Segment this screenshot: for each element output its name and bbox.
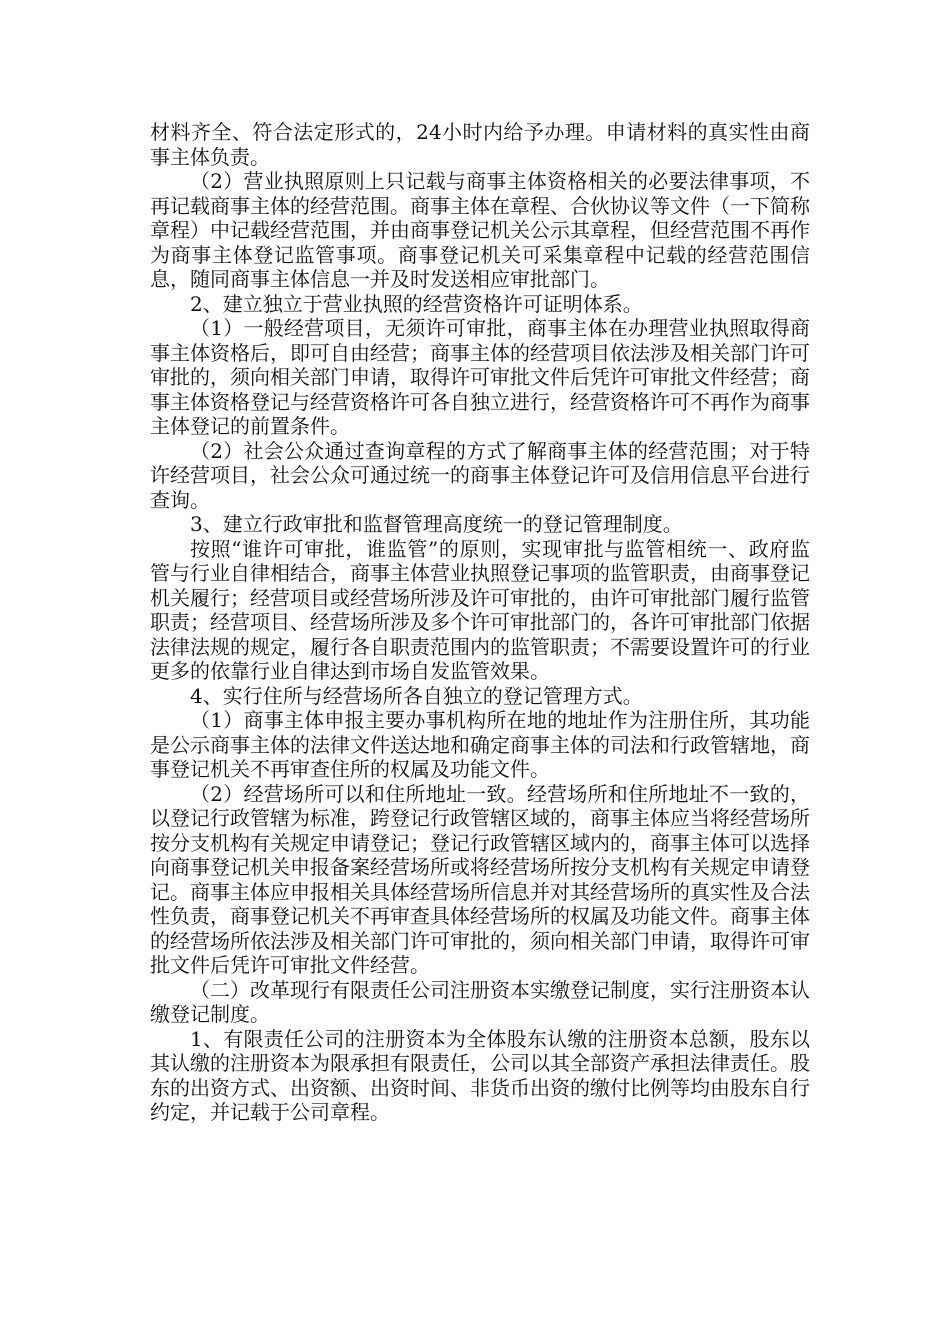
section-heading-3: 3、建立行政审批和监督管理高度统一的登记管理制度。 bbox=[190, 512, 683, 536]
paragraph-9: （1）商事主体申报主要办事机构所在地的地址作为注册住所，其功能是公示商事主体的法律文件送达地和确定商事主体的司法和行政管辖地，商事登记机关不再审查住所的权属及功能文件。 bbox=[150, 708, 810, 781]
paragraph-7: 按照“谁许可审批，谁监管”的原则，实现审批与监管相统一、政府监管与行业自律相结合，商事主体营业执照登记事项的监管职责，由商事登记机关履行；经营项目或经营场所涉及许可审批的，由许可审批部门履行监管职责；经营项目、经营场所涉及多个许可审批部门的，各许可审批部门依据法律法规的规定，履行各自职责范围内的监管职责；不需要设置许可的行业更多的依靠行业自律达到市场自发监管效果。 bbox=[150, 536, 810, 683]
paragraph-1: 材料齐全、符合法定形式的，24小时内给予办理。申请材料的真实性由商事主体负责。 bbox=[150, 120, 810, 169]
paragraph-12: 1、有限责任公司的注册资本为全体股东认缴的注册资本总额，股东以其认缴的注册资本为限承担有限责任，公司以其全部资产承担法律责任。股东的出资方式、出资额、出资时间、非货币出资的缴付比例等均由股东自行约定，并记载于公司章程。 bbox=[150, 1026, 810, 1124]
section-heading-4: 4、实行住所与经营场所各自独立的登记管理方式。 bbox=[190, 683, 643, 708]
paragraph-5: （2）社会公众通过查询章程的方式了解商事主体的经营范围；对于特许经营项目，社会公众可通过统一的商事主体登记许可及信用信息平台进行查询。 bbox=[150, 438, 810, 512]
document-page bbox=[150, 120, 810, 1125]
section-heading-2: 2、建立独立于营业执照的经营资格许可证明体系。 bbox=[190, 291, 643, 316]
paragraph-10: （2）经营场所可以和住所地址一致。经营场所和住所地址不一致的，以登记行政管辖为标准，跨登记行政管辖区域的，商事主体应当将经营场所按分支机构有关规定申请登记；登记行政管辖区域内的，商事主体可以选择向商事登记机关申报备案经营场所或将经营场所按分支机构有关规定申请登记。商事主体应申报相关具体经营场所信息并对其经营场所的真实性及合法性负责，商事登记机关不再审查具体经营场所的权属及功能文件。商事主体的经营场所依法涉及相关部门许可审批的，须向相关部门申请，取得许可审批文件后凭许可审批文件经营。 bbox=[150, 781, 810, 977]
paragraph-4: （1）一般经营项目，无须许可审批，商事主体在办理营业执照取得商事主体资格后，即可自由经营；商事主体的经营项目依法涉及相关部门许可审批的，须向相关部门申请，取得许可审批文件后凭许可审批文件经营；商事主体资格登记与经营资格许可各自独立进行，经营资格许可不再作为商事主体登记的前置条件。 bbox=[150, 316, 810, 438]
section-heading-er: （二）改革现行有限责任公司注册资本实缴登记制度，实行注册资本认缴登记制度。 bbox=[150, 977, 810, 1026]
paragraph-2: （2）营业执照原则上只记载与商事主体资格相关的必要法律事项，不再记载商事主体的经营范围。商事主体在章程、合伙协议等文件（一下简称章程）中记载经营范围，并由商事登记机关公示其章程，但经营范围不再作为商事主体登记监管事项。商事登记机关可采集章程中记载的经营范围信息，随同商事主体信息一并及时发送相应审批部门。 bbox=[150, 169, 810, 291]
